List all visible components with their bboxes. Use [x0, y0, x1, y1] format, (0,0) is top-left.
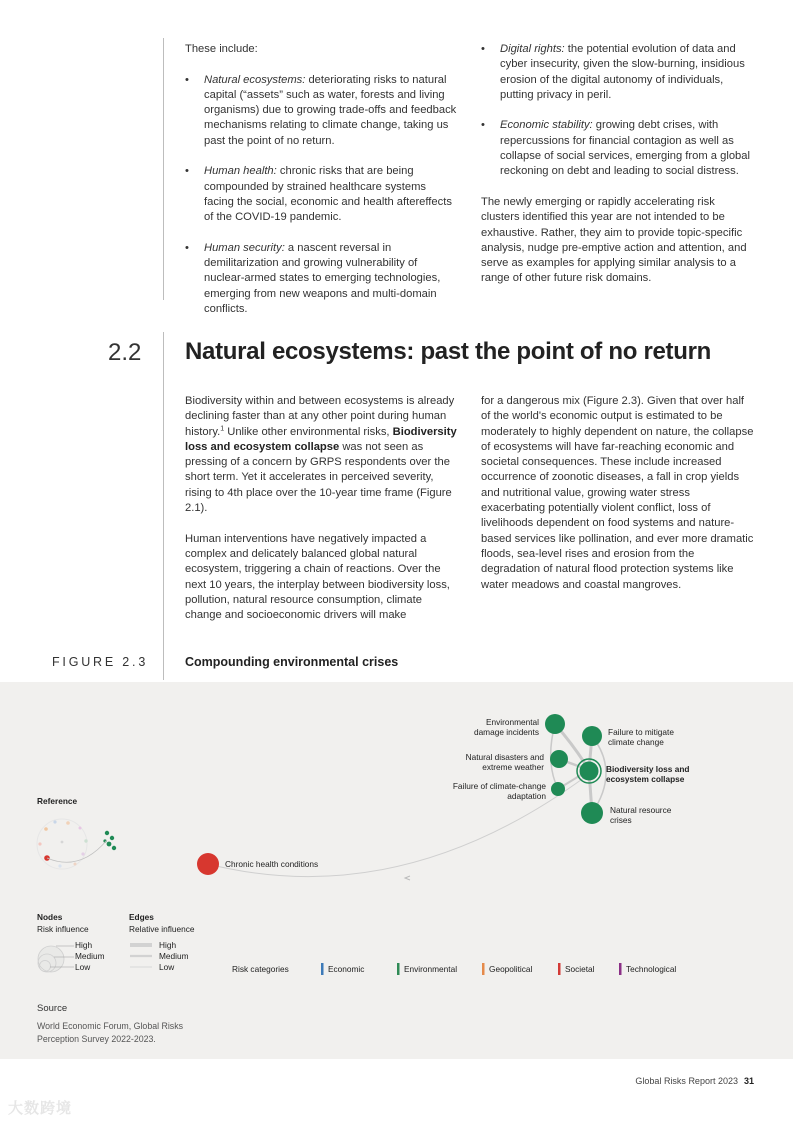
node-natural-disasters	[550, 750, 568, 768]
node-chronic-health	[197, 853, 219, 875]
edge-arrow	[405, 876, 410, 880]
label-natural-resource-crises: Natural resource crises	[610, 805, 672, 825]
figure-panel	[0, 682, 793, 1059]
intro-bullets-right	[481, 42, 753, 180]
reference-label: Reference	[37, 796, 78, 806]
bullet-natural-ecosystems: • Natural ecosystems: deteriorating risks to natural capital (“assets” such as water, forests and living organisms) due to growing trade-offs and feedback mechanisms relating to climate change, taking us past the point of no return.	[185, 73, 457, 149]
category-environmental: Environmental	[404, 964, 458, 974]
category-economic: Economic	[328, 964, 365, 974]
intro-left-column	[185, 42, 457, 317]
label-chronic-health: Chronic health conditions	[225, 859, 319, 869]
section-title: Natural ecosystems: past the point of no return	[185, 338, 711, 365]
swatch-technological	[619, 963, 622, 975]
bullet-digital-rights: • Digital rights: the potential evolution of data and cyber insecurity, given the slow-burning, insidious erosion of the digital autonomy of individuals, putting privacy in peril.	[481, 42, 753, 103]
report-name: Global Risks Report 2023	[635, 1076, 738, 1086]
reference-mini-network	[37, 819, 116, 869]
figure-title: Compounding environmental crises	[185, 655, 399, 669]
swatch-societal	[558, 963, 561, 975]
network-graph	[0, 682, 793, 1059]
label-failure-to-mitigate: Failure to mitigate climate change	[608, 727, 674, 747]
node-environmental-damage	[545, 714, 565, 734]
node-natural-resource-crises	[581, 802, 603, 824]
nodes-size-legend	[38, 946, 74, 972]
section-vertical-rule	[163, 332, 164, 680]
bullet-human-health: • Human health: chronic risks that are being compounded by strained healthcare systems facing the social, economic and health aftereffects of the COVID-19 pandemic.	[185, 164, 457, 225]
category-geopolitical: Geopolitical	[489, 964, 533, 974]
edges-legend-medium: Medium	[159, 951, 189, 961]
edges-width-legend	[130, 945, 152, 967]
node-biodiversity-loss	[580, 762, 599, 781]
body-left-column	[185, 394, 458, 623]
node-failure-to-mitigate	[582, 726, 602, 746]
label-environmental-damage: Environmental damage incidents	[473, 717, 539, 737]
nodes-legend-medium: Medium	[75, 951, 105, 961]
page-footer	[600, 1076, 754, 1086]
intro-bullets-left	[185, 73, 457, 318]
body-right-column	[481, 394, 756, 593]
swatch-environmental	[397, 963, 400, 975]
nodes-legend-low: Low	[75, 962, 91, 972]
category-societal: Societal	[565, 964, 595, 974]
bullet-human-security: • Human security: a nascent reversal in demilitarization and growing vulnerability of nuclear-armed states to emerging technologies, emerging from new weapons and multi-domain conflicts.	[185, 241, 457, 317]
label-failure-of-adaptation: Failure of climate-change adaptation	[452, 781, 546, 801]
category-technological: Technological	[626, 964, 677, 974]
figure-label: FIGURE 2.3	[52, 655, 149, 669]
watermark: 大数跨境	[8, 1100, 73, 1117]
page-number: 31	[743, 1076, 754, 1086]
label-natural-disasters: Natural disasters and extreme weather	[465, 752, 544, 772]
intro-closing-paragraph: The newly emerging or rapidly accelerating risk clusters identified this year are not intended to be exhaustive. Rather, they aim to provide topic-specific analysis, nudge pre-emptive action and attention, and serve as examples for applying similar analysis to a range of other future risk domains.	[481, 195, 747, 285]
edges-legend-subtitle: Relative influence	[129, 924, 195, 934]
top-vertical-rule	[163, 38, 164, 300]
label-biodiversity-loss: Biodiversity loss and ecosystem collapse	[606, 764, 690, 784]
source-heading: Source	[37, 1003, 68, 1014]
body-paragraph-1: Biodiversity within and between ecosystems is already declining faster than at any other point during human history.$^1$ Unlike other environmental risks, Biodiversity loss and ecosystem collapse was not seen as pressing of a concern by GRPS respondents over the short term. Yet it accelerates in perceived severity, rising to 4th place over the 10-year time frame (Figure 2.1).	[185, 395, 457, 515]
intro-right-column	[481, 42, 753, 287]
nodes-legend-subtitle: Risk influence	[37, 924, 89, 934]
swatch-economic	[321, 963, 324, 975]
edges	[208, 724, 606, 877]
bullet-economic-stability: • Economic stability: growing debt crises, with repercussions for financial contagion as well as collapse of social services, emerging from a global reckoning on debt and leading to social distress.	[481, 118, 753, 179]
nodes-legend-high: High	[75, 940, 93, 950]
source-text: World Economic Forum, Global Risks Perception Survey 2022-2023.	[37, 1021, 184, 1044]
swatch-geopolitical	[482, 963, 485, 975]
edges-legend-high: High	[159, 940, 177, 950]
nodes-legend-title: Nodes	[37, 912, 63, 922]
body-paragraph-2: Human interventions have negatively impacted a complex and delicately balanced global natural ecosystem, triggering a chain of reactions. Over the next 10 years, the interplay between biodiversity loss, pollution, natural resource consumption, climate change and socioeconomic drivers will make	[185, 532, 450, 622]
body-paragraph-3: for a dangerous mix (Figure 2.3). Given that over half of the world's economic output is estimated to be moderately to highly dependent on nature, the collapse of ecosystems will have far-reaching economic and societal consequences. These include increased occurrence of zoonotic diseases, a fall in crop yields and nutritional value, growing water stress exacerbating potentially violent conflict, loss of livelihoods dependent on food systems and nature-based services like pollination, and ever more dramatic floods, sea-level rises and erosion from the degradation of natural flood protection systems like water meadows and coastal mangroves.	[481, 395, 754, 591]
edges-legend-low: Low	[159, 962, 175, 972]
edges-legend-title: Edges	[129, 912, 154, 922]
risk-categories-label: Risk categories	[232, 964, 289, 974]
node-failure-of-adaptation	[551, 782, 565, 796]
section-number: 2.2	[108, 339, 142, 366]
intro-lead: These include:	[185, 43, 258, 55]
